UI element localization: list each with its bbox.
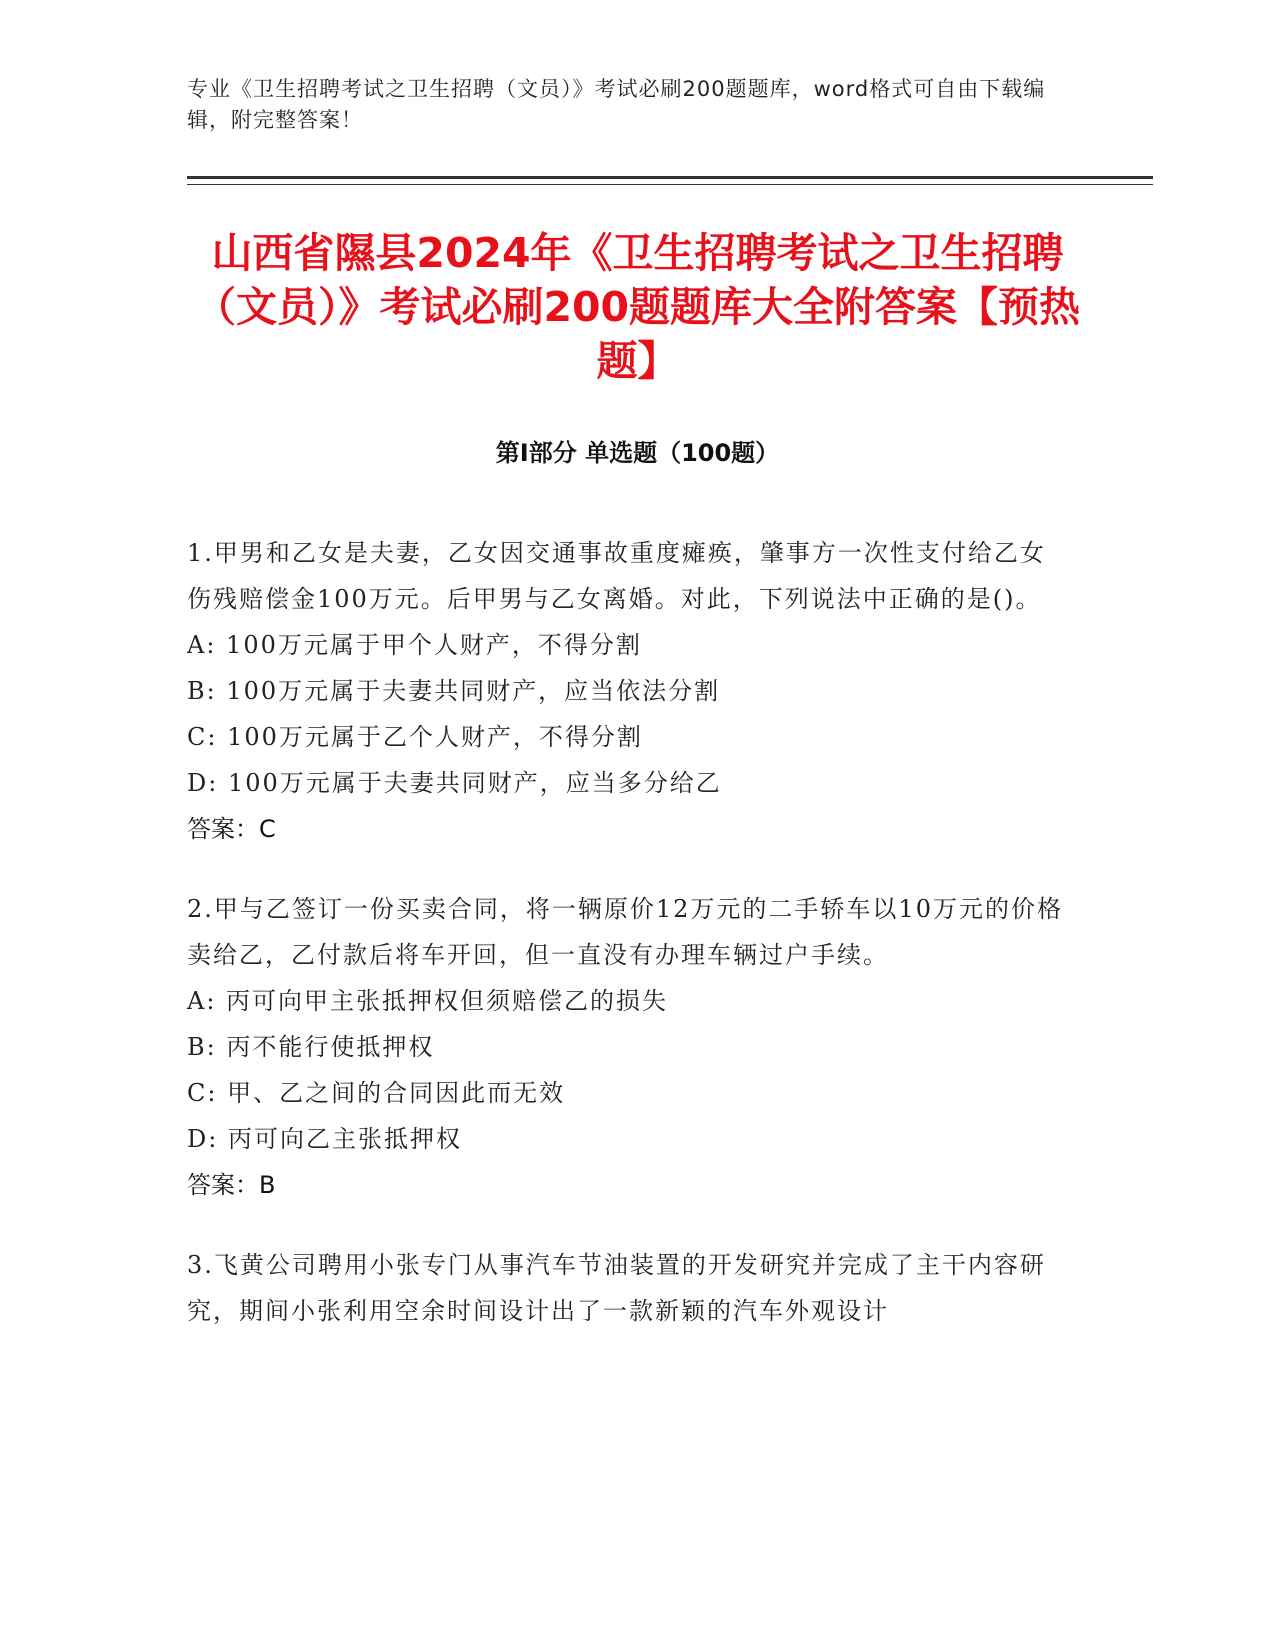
header-note: 专业《卫生招聘考试之卫生招聘（文员）》考试必刷200题题库，word格式可自由下载编辑，附完整答案！ <box>187 77 1046 132</box>
question-3 <box>187 1242 1067 1334</box>
section-title: 第Ⅰ部分 单选题（100题） <box>495 439 780 467</box>
question-1 <box>187 530 1067 852</box>
option-b: B: 100万元属于夫妻共同财产，应当依法分割 <box>187 677 721 705</box>
question-list <box>187 530 1067 1368</box>
option-b: B: 丙不能行使抵押权 <box>187 1033 435 1061</box>
option-d: D: 丙可向乙主张抵押权 <box>187 1125 462 1153</box>
header-divider-thin <box>187 184 1153 185</box>
question-stem: 1.甲男和乙女是夫妻，乙女因交通事故重度瘫痪，肇事方一次性支付给乙女伤残赔偿金100万元。后甲男与乙女离婚。对此，下列说法中正确的是()。 <box>187 539 1046 613</box>
question-stem: 3.飞黄公司聘用小张专门从事汽车节油装置的开发研究并完成了主干内容研究，期间小张利用空余时间设计出了一款新颖的汽车外观设计 <box>187 1251 1046 1325</box>
option-d: D: 100万元属于夫妻共同财产，应当多分给乙 <box>187 769 722 797</box>
answer-label: 答案：B <box>187 1171 276 1199</box>
option-a: A: 丙可向甲主张抵押权但须赔偿乙的损失 <box>187 987 669 1015</box>
option-a: A: 100万元属于甲个人财产，不得分割 <box>187 631 642 659</box>
option-c: C: 甲、乙之间的合同因此而无效 <box>187 1079 566 1107</box>
answer-label: 答案：C <box>187 815 276 843</box>
header-divider-thick <box>187 176 1153 179</box>
question-stem: 2.甲与乙签订一份买卖合同，将一辆原价12万元的二手轿车以10万元的价格卖给乙，乙付款后将车开回，但一直没有办理车辆过户手续。 <box>187 895 1063 969</box>
question-2 <box>187 886 1067 1208</box>
option-c: C: 100万元属于乙个人财产，不得分割 <box>187 723 643 751</box>
document-title: 山西省隰县2024年《卫生招聘考试之卫生招聘（文员）》考试必刷200题题库大全附答案【预热题】 <box>194 229 1081 385</box>
